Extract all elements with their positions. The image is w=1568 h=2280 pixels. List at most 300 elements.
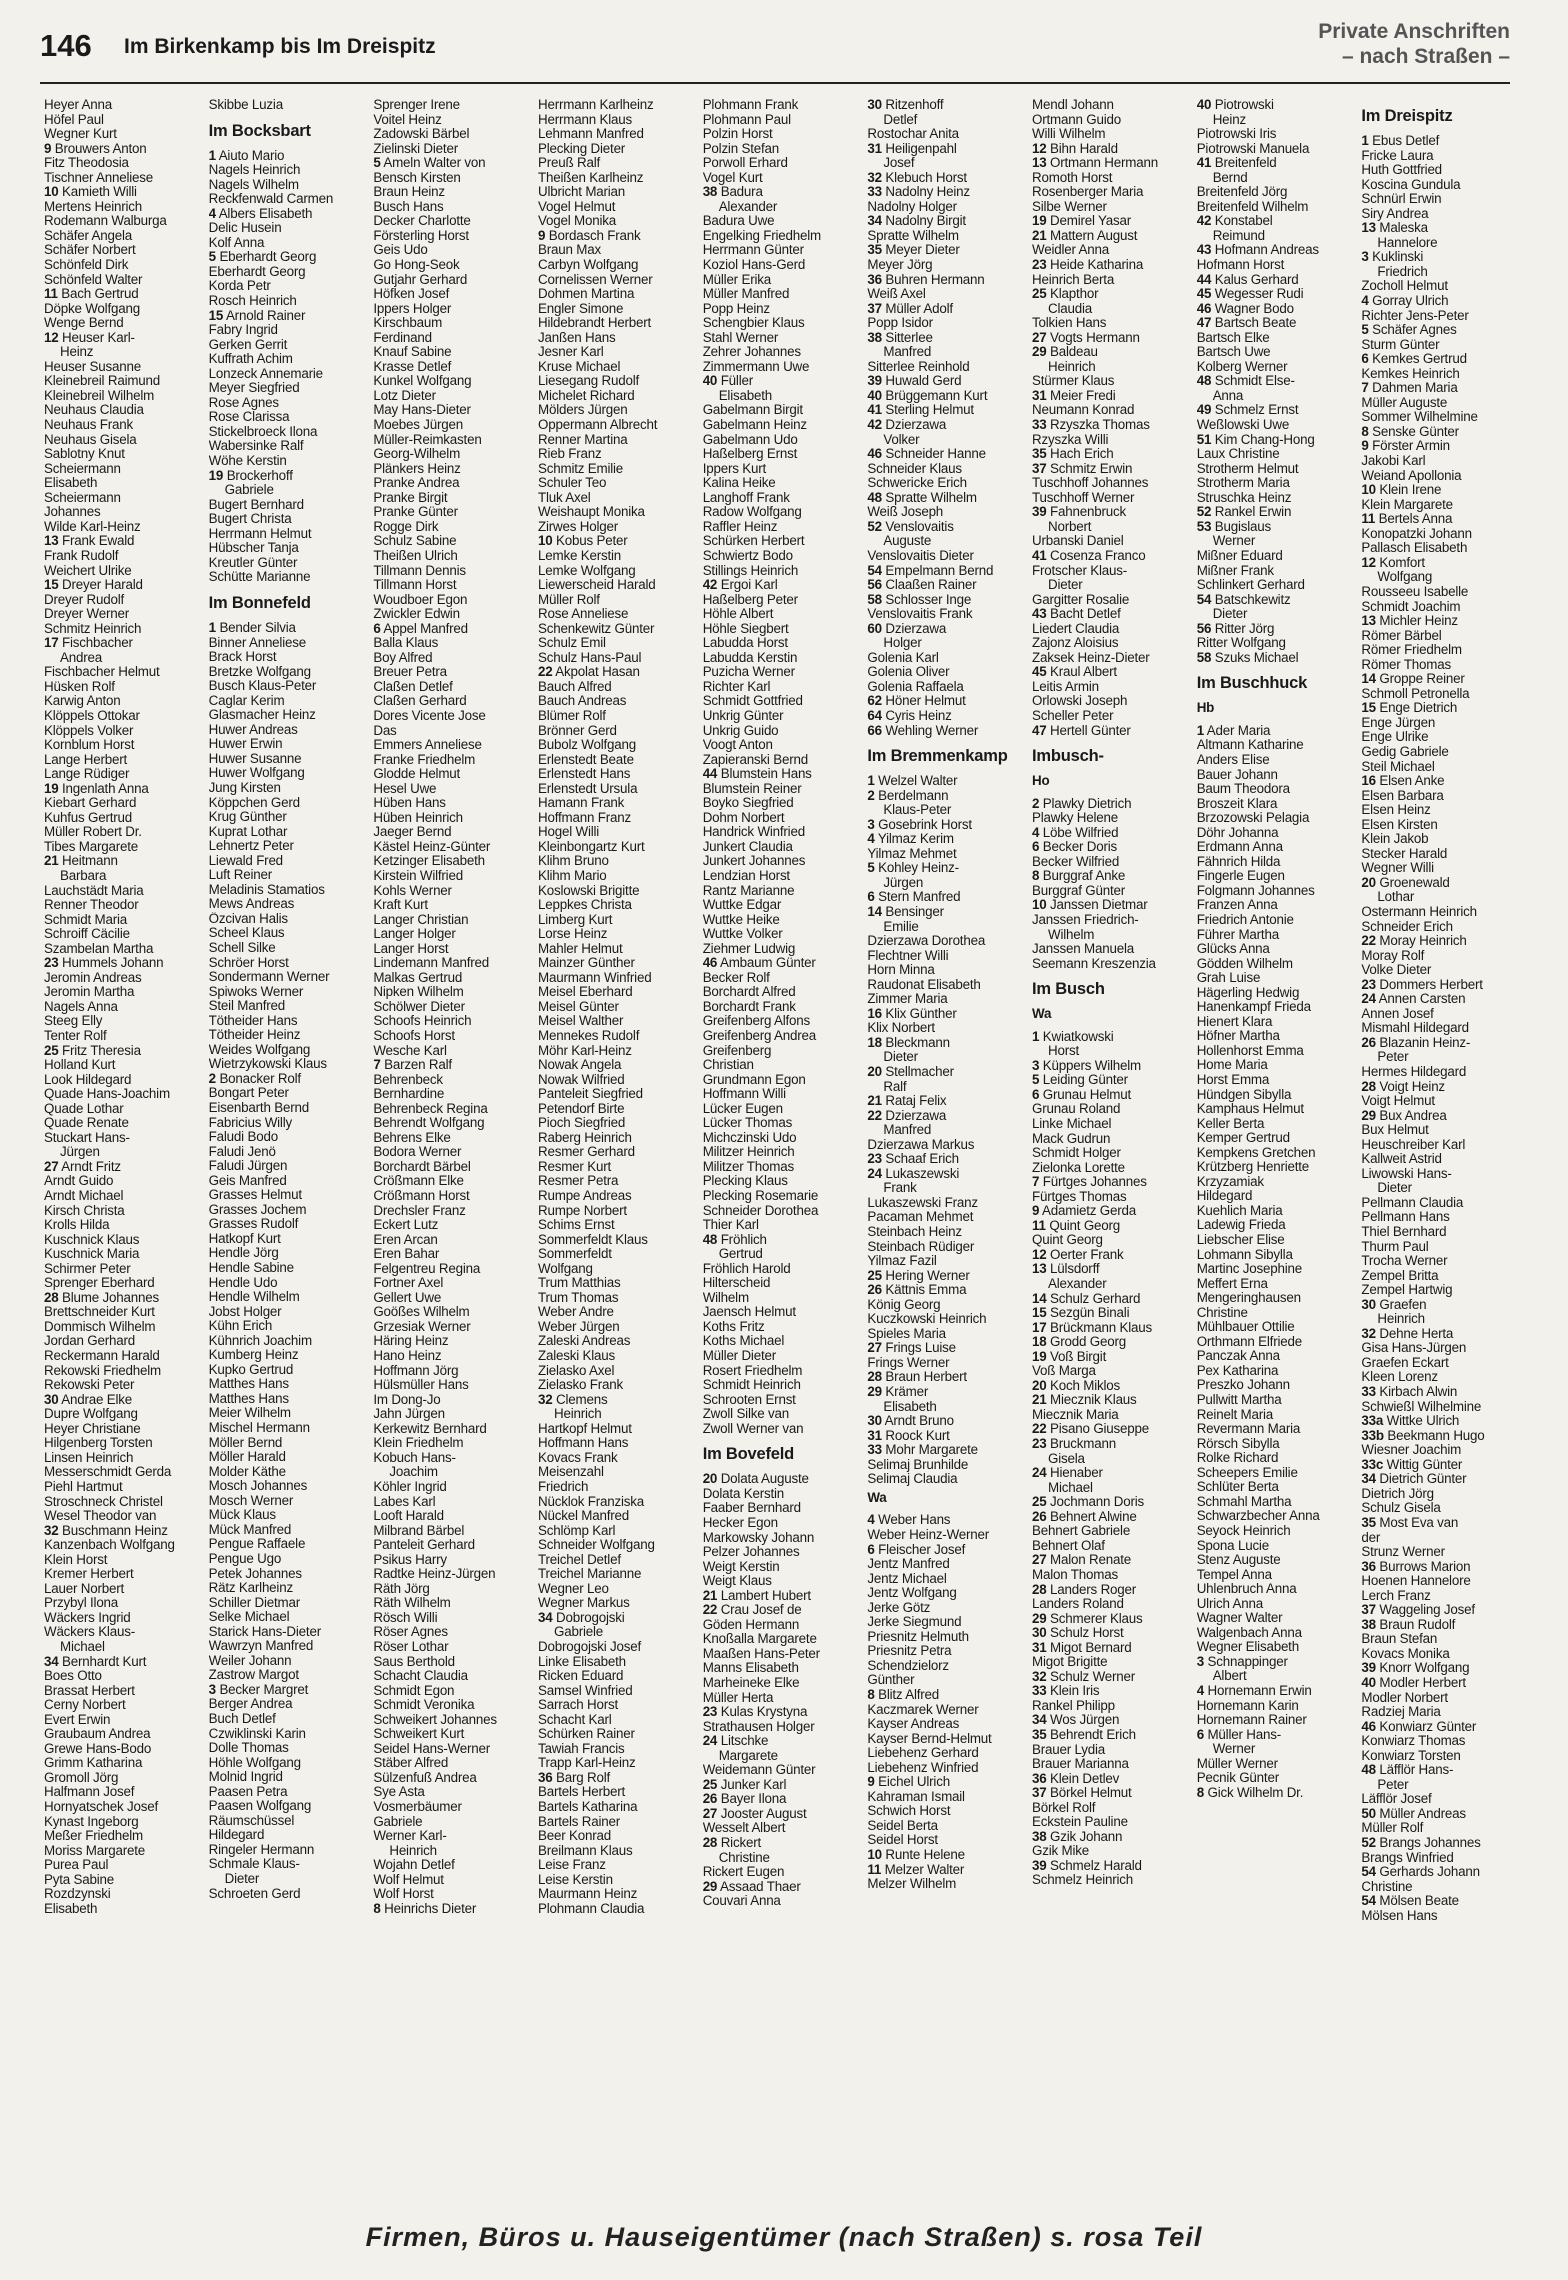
resident-entry: Langer Horst [373, 941, 449, 956]
resident-entry: Puzicha Werner [702, 665, 795, 680]
resident-entry: Möhr Karl-Heinz [538, 1043, 632, 1058]
resident-entry: Altmann Katharine [1196, 738, 1304, 753]
resident-entry: Holland Kurt [44, 1058, 116, 1073]
house-number: 27 [702, 1806, 718, 1821]
resident-entry: 46 Ambaum Günter [702, 956, 816, 971]
resident-entry: Molder Käthe [208, 1464, 286, 1479]
house-number: 16 [867, 1006, 882, 1021]
resident-entry: Krug Günther [208, 810, 287, 825]
resident-entry: 33a Wittke Ulrich [1361, 1414, 1460, 1429]
resident-entry: Faaber Bernhard [702, 1501, 801, 1516]
resident-entry: 35 Hach Erich [1032, 447, 1114, 462]
resident-entry: Josef [883, 156, 915, 171]
resident-entry: 19 Ingenlath Anna [44, 781, 149, 796]
resident-entry: Scheller Peter [1032, 708, 1114, 723]
resident-entry: Meyer Siegfried [208, 381, 300, 396]
resident-entry: Liedert Claudia [1032, 621, 1120, 636]
resident-entry: Bartels Katharina [538, 1799, 638, 1814]
resident-entry: Koths Fritz [702, 1319, 765, 1334]
resident-entry: Evert Erwin [44, 1712, 111, 1727]
resident-entry: Fricke Laura [1361, 148, 1434, 163]
resident-entry: 31 Migot Bernard [1032, 1640, 1132, 1655]
resident-entry: Schütte Marianne [208, 570, 311, 585]
resident-entry: Hendle Udo [208, 1275, 278, 1290]
resident-entry: Behnert Gabriele [1032, 1524, 1131, 1539]
resident-entry: Koscina Gundula [1361, 177, 1461, 192]
resident-entry: Volke Dieter [1361, 963, 1432, 978]
resident-entry: Liesegang Rudolf [538, 374, 640, 389]
resident-entry: 48 Spratte Wilhelm [867, 490, 977, 505]
resident-entry: 39 Knorr Wolfgang [1361, 1661, 1470, 1676]
resident-entry: Molnid Ingrid [208, 1770, 283, 1785]
resident-entry: Knoßalla Margarete [702, 1632, 817, 1647]
house-number: 6 [1032, 840, 1040, 855]
resident-entry: Wöhe Kerstin [208, 454, 287, 469]
resident-entry: Plecking Rosemarie [702, 1189, 819, 1204]
house-number: 39 [1032, 505, 1047, 520]
resident-entry: Wolfgang [538, 1261, 593, 1276]
resident-entry: 8 Gick Wilhelm Dr. [1196, 1785, 1304, 1800]
resident-entry: Elisabeth [44, 1901, 98, 1916]
resident-entry: Decker Charlotte [373, 214, 471, 229]
house-number: 7 [1032, 1175, 1040, 1190]
resident-entry: Grah Luise [1196, 971, 1261, 986]
house-number: 11 [1032, 1218, 1046, 1233]
resident-entry: Broszeit Klara [1196, 796, 1278, 811]
house-number: 23 [1032, 1437, 1047, 1452]
resident-entry: Halfmann Josef [44, 1785, 135, 1800]
resident-entry: Elsen Barbara [1361, 788, 1444, 803]
resident-entry: Treichel Detlef [538, 1552, 621, 1567]
resident-entry: Behrens Elke [373, 1130, 451, 1145]
resident-entry: Steinbach Rüdiger [867, 1239, 975, 1254]
resident-entry: Konwiarz Torsten [1361, 1748, 1461, 1763]
house-number: 25 [867, 1268, 882, 1283]
resident-entry: Willi Wilhelm [1032, 127, 1106, 142]
house-number: 1 [1361, 134, 1369, 148]
resident-entry: Sülzenfuß Andrea [373, 1770, 477, 1785]
resident-entry: 28 Blume Johannes [44, 1290, 159, 1305]
house-number: 4 [867, 832, 875, 847]
resident-entry: Wilde Karl-Heinz [44, 519, 141, 534]
resident-entry: Rumpe Norbert [538, 1203, 627, 1218]
resident-entry: Radziej Maria [1361, 1705, 1441, 1720]
house-number: 30 [1361, 1297, 1376, 1312]
directory-column [1361, 98, 1514, 2178]
resident-entry: Kemper Gertrud [1196, 1131, 1290, 1146]
resident-entry: Herrmann Klaus [538, 112, 632, 127]
resident-entry: Hoffmann Willi [702, 1087, 786, 1102]
house-number: 23 [702, 1705, 718, 1720]
resident-entry: Schäfer Angela [44, 228, 133, 243]
resident-entry: Theißen Karlheinz [538, 170, 644, 185]
resident-entry: Pelzer Johannes [702, 1545, 800, 1560]
resident-entry: Jakobi Karl [1361, 454, 1426, 469]
resident-entry: Meisel Walther [538, 1014, 624, 1029]
resident-entry: Heinrich [1048, 359, 1096, 374]
resident-entry: Brassat Herbert [44, 1683, 135, 1698]
resident-entry: Bongart Peter [208, 1086, 289, 1101]
house-number: 22 [702, 1603, 718, 1618]
resident-entry: der [1361, 1530, 1381, 1545]
resident-entry: Raberg Heinrich [538, 1130, 632, 1145]
resident-entry: 10 Klein Irene [1361, 483, 1442, 498]
resident-entry: Ortmann Guido [1032, 112, 1121, 127]
resident-entry: Krasse Detlef [373, 359, 452, 374]
resident-entry: 1 Ebus Detlef [1361, 134, 1440, 148]
resident-entry: Zastrow Margot [208, 1668, 299, 1683]
resident-entry: Brettschneider Kurt [44, 1305, 155, 1320]
resident-entry: 42 Konstabel [1196, 214, 1273, 229]
resident-entry: 1 Bender Silvia [208, 620, 296, 635]
resident-entry: Försterling Horst [373, 228, 469, 243]
resident-entry: Meyer Jörg [867, 258, 933, 273]
resident-entry: 2 Berdelmann [867, 788, 949, 803]
resident-entry: Hienert Klara [1196, 1014, 1273, 1029]
resident-entry: Haßelberg Ernst [702, 447, 798, 462]
resident-entry: Braun Max [538, 243, 601, 258]
directory-column [538, 98, 691, 2178]
resident-entry: 6 Appel Manfred [373, 621, 468, 636]
resident-entry: Elsen Heinz [1361, 803, 1431, 818]
house-number: 19 [1032, 1349, 1047, 1364]
resident-entry: 29 Assaad Thaer [702, 1879, 801, 1894]
resident-entry: Strotherm Helmut [1196, 461, 1299, 476]
resident-entry: 35 Most Eva van [1361, 1515, 1459, 1530]
house-number: 12 [1032, 1247, 1047, 1262]
resident-entry: Wenge Bernd [44, 316, 124, 331]
house-number: 21 [44, 854, 59, 869]
resident-entry: Oppermann Albrecht [538, 418, 658, 433]
resident-entry: Jahn Jürgen [373, 1407, 445, 1422]
house-number: 26 [1361, 1035, 1376, 1050]
resident-entry: Voogt Anton [702, 738, 773, 753]
resident-entry: Milbrand Bärbel [373, 1523, 465, 1538]
resident-entry: Petendorf Birte [538, 1101, 625, 1116]
resident-entry: 15 Enge Dietrich [1361, 701, 1458, 716]
resident-entry: Knauf Sabine [373, 345, 452, 360]
resident-entry: 8 Burggraf Anke [1032, 869, 1126, 884]
resident-entry: Rostochar Anita [867, 127, 959, 142]
resident-entry: Hildebrandt Herbert [538, 316, 652, 331]
house-number: 29 [1032, 345, 1047, 360]
resident-entry: Räth Jörg [373, 1581, 430, 1596]
resident-entry: Klix Norbert [867, 1021, 935, 1036]
resident-entry: Schmahl Martha [1196, 1494, 1292, 1509]
resident-entry: Kamphaus Helmut [1196, 1102, 1304, 1117]
resident-entry: Piotrowski Iris [1196, 127, 1277, 142]
resident-entry: Yilmaz Fazil [867, 1254, 937, 1269]
resident-entry: Weigt Klaus [702, 1574, 772, 1589]
resident-entry: 31 Roock Kurt [867, 1428, 950, 1443]
resident-entry: Römer Friedhelm [1361, 643, 1462, 658]
resident-entry: Weides Wolfgang [208, 1042, 311, 1057]
house-number: 24 [702, 1734, 718, 1749]
resident-entry: Werner [1212, 1742, 1256, 1757]
house-number: 43 [1032, 607, 1047, 622]
resident-entry: 18 Grodd Georg [1032, 1335, 1127, 1350]
resident-entry: 36 Burrows Marion [1361, 1559, 1471, 1574]
house-number: 3 [867, 817, 875, 832]
resident-entry: Hoffmann Franz [538, 810, 631, 825]
resident-entry: 14 Groppe Reiner [1361, 672, 1465, 687]
resident-entry: Voigt Helmut [1361, 1094, 1435, 1109]
resident-entry: Gisa Hans-Jürgen [1361, 1341, 1467, 1356]
house-number: 39 [1032, 1858, 1047, 1873]
resident-entry: Michael [60, 1639, 105, 1654]
resident-entry: Quint Georg [1032, 1233, 1103, 1248]
resident-entry: 3 Küppers Wilhelm [1032, 1058, 1142, 1073]
district-code: Wa [867, 1489, 887, 1505]
house-number: 19 [1032, 214, 1047, 229]
resident-entry: Popp Isidor [867, 316, 933, 331]
house-number: 4 [1032, 825, 1040, 840]
footer-note: Firmen, Büros u. Hauseigentümer (nach Straßen) s. rosa Teil [365, 2222, 1203, 2252]
house-number: 7 [1361, 381, 1369, 396]
resident-entry: 13 Lülsdorff [1032, 1262, 1100, 1277]
house-number: 23 [1361, 977, 1376, 992]
resident-entry: Römer Thomas [1361, 657, 1452, 672]
resident-entry: Schneider Dorothea [702, 1203, 819, 1218]
resident-entry: Tötheider Heinz [208, 1028, 301, 1043]
resident-entry: Pengue Ugo [208, 1551, 282, 1566]
page-title: Im Birkenkamp bis Im Dreispitz [124, 35, 436, 58]
resident-entry: Vogel Monika [538, 214, 617, 229]
resident-entry: Vosmerbäumer [373, 1799, 462, 1814]
resident-entry: Rösch Willi [373, 1610, 438, 1625]
resident-entry: 54 Empelmann Bernd [867, 563, 994, 578]
resident-entry: Lemke Wolfgang [538, 563, 636, 578]
resident-entry: 33 Klein Iris [1032, 1684, 1100, 1699]
resident-entry: Ziehmer Ludwig [702, 941, 796, 956]
resident-entry: Porwoll Erhard [702, 156, 788, 171]
resident-entry: Schneider Erich [1361, 919, 1453, 934]
resident-entry: 3 Schnappinger [1196, 1654, 1288, 1669]
resident-entry: Mews Andreas [208, 897, 295, 912]
house-number: 5 [867, 861, 875, 876]
resident-entry: Franke Friedhelm [373, 752, 476, 767]
house-number: 33a [1361, 1414, 1384, 1429]
resident-entry: Kolberg Werner [1196, 359, 1288, 374]
resident-entry: Woudboer Egon [373, 592, 468, 607]
house-number: 26 [867, 1283, 882, 1298]
resident-entry: Boes Otto [44, 1669, 102, 1684]
resident-entry: Dieter [1048, 578, 1083, 593]
house-number: 40 [1196, 98, 1212, 112]
resident-entry: Kolf Anna [208, 235, 265, 250]
house-number: 11 [44, 287, 58, 302]
house-number: 45 [1196, 287, 1212, 302]
resident-entry: Haßelberg Peter [702, 592, 798, 607]
resident-entry: Hecker Egon [702, 1515, 778, 1530]
house-number: 42 [702, 578, 718, 593]
resident-entry: Boy Alfred [373, 650, 433, 665]
resident-entry: 6 Stern Manfred [867, 890, 961, 905]
resident-entry: 1 Kwiatkowski [1032, 1029, 1114, 1044]
resident-entry: Kalina Heike [702, 476, 776, 491]
house-number: 21 [867, 1094, 882, 1109]
resident-entry: Wäckers Klaus- [44, 1625, 135, 1640]
resident-entry: Wojahn Detlef [373, 1858, 455, 1873]
resident-entry: Kleen Lorenz [1361, 1370, 1438, 1385]
resident-entry: Lothar [1377, 890, 1415, 905]
resident-entry: Manfred [883, 1123, 932, 1138]
resident-entry: Kornblum Horst [44, 738, 135, 753]
resident-entry: Kühnrich Joachim [208, 1333, 312, 1348]
resident-entry: Szambelan Martha [44, 941, 154, 956]
resident-entry: Karwig Anton [44, 694, 121, 709]
resident-entry: Kruse Michael [538, 359, 621, 374]
resident-entry: Schmitz Emilie [538, 461, 624, 476]
resident-entry: Spiwoks Werner [208, 984, 304, 999]
resident-entry: 4 Gorray Ulrich [1361, 294, 1449, 309]
resident-entry: Messerschmidt Gerda [44, 1465, 172, 1480]
resident-entry: Braun Heinz [373, 185, 445, 200]
resident-entry: Leitis Armin [1032, 679, 1099, 694]
resident-entry: Klihm Bruno [538, 854, 609, 869]
house-number: 33c [1361, 1457, 1384, 1472]
resident-entry: Hüben Hans [373, 796, 446, 811]
resident-entry: 27 Frings Luise [867, 1341, 956, 1356]
resident-entry: 3 Becker Margret [208, 1682, 309, 1697]
house-number: 40 [867, 388, 882, 403]
resident-entry: Michczinski Udo [702, 1130, 797, 1145]
resident-entry: Psikus Harry [373, 1552, 447, 1567]
resident-entry: Weichert Ulrike [44, 563, 132, 578]
house-number: 31 [1032, 388, 1047, 403]
resident-entry: Stuckart Hans- [44, 1130, 130, 1145]
resident-entry: Dreyer Werner [44, 607, 129, 622]
house-number: 9 [538, 228, 546, 243]
resident-entry: Zadowski Bärbel [373, 127, 470, 142]
resident-entry: Popp Heinz [702, 301, 770, 316]
resident-entry: Jesner Karl [538, 345, 604, 360]
resident-entry: Engler Simone [538, 301, 624, 316]
house-number: 24 [1361, 992, 1376, 1007]
resident-entry: Rzyszka Willi [1032, 432, 1109, 447]
resident-entry: Pranke Birgit [373, 490, 448, 505]
resident-entry: Hildegard [1196, 1189, 1253, 1204]
resident-entry: Moray Rolf [1361, 948, 1425, 963]
resident-entry: Borchardt Bärbel [373, 1159, 471, 1174]
house-number: 36 [867, 272, 882, 287]
header-rule [40, 82, 1510, 84]
resident-entry: Schims Ernst [538, 1218, 615, 1233]
house-number: 18 [1032, 1335, 1047, 1350]
resident-entry: 5 Eberhardt Georg [208, 250, 317, 265]
house-number: 54 [1361, 1865, 1376, 1880]
resident-entry: 46 Konwiarz Günter [1361, 1719, 1477, 1734]
resident-entry: 26 Behnert Alwine [1032, 1509, 1137, 1524]
resident-entry: Lorse Heinz [538, 927, 608, 942]
resident-entry: Tolkien Hans [1032, 316, 1107, 331]
house-number: 30 [867, 1414, 882, 1429]
resident-entry: Rogge Dirk [373, 519, 439, 534]
resident-entry: 30 Schulz Horst [1032, 1626, 1124, 1641]
resident-entry: 6 Grunau Helmut [1032, 1087, 1132, 1102]
resident-entry: Modler Norbert [1361, 1690, 1448, 1705]
resident-entry: Kovacs Monika [1361, 1646, 1450, 1661]
resident-entry: Piehl Hartmut [44, 1479, 123, 1494]
resident-entry: Felgentreu Regina [373, 1261, 481, 1276]
resident-entry: 27 Malon Renate [1032, 1553, 1132, 1568]
resident-entry: Mölders Jürgen [538, 403, 628, 418]
house-number: 1 [1196, 723, 1204, 738]
resident-entry: Krzyzamiak [1196, 1174, 1264, 1189]
resident-entry: Stickelbroeck Ilona [208, 424, 318, 439]
resident-entry: Wesselt Albert [702, 1821, 786, 1836]
resident-entry: 6 Becker Doris [1032, 840, 1118, 855]
resident-entry: Sommer Wilhelmine [1361, 410, 1478, 425]
resident-entry: Binner Anneliese [208, 635, 306, 650]
resident-entry: Rose Agnes [208, 395, 279, 410]
resident-entry: Wolf Helmut [373, 1872, 444, 1887]
resident-entry: Priesnitz Helmuth [867, 1629, 969, 1644]
resident-entry: Grzesiak Werner [373, 1319, 471, 1334]
resident-entry: Lehmann Manfred [538, 127, 644, 142]
resident-entry: Renner Theodor [44, 898, 139, 913]
resident-entry: Langer Holger [373, 927, 456, 942]
resident-entry: Sturm Günter [1361, 337, 1440, 352]
resident-entry: Tillmann Dennis [373, 563, 466, 578]
resident-entry: 29 Schmerer Klaus [1032, 1611, 1143, 1626]
resident-entry: 56 Claaßen Rainer [867, 578, 977, 593]
house-number: 32 [44, 1523, 59, 1538]
resident-entry: Dzierzawa Markus [867, 1137, 975, 1152]
resident-entry: 5 Kohley Heinz- [867, 861, 959, 876]
resident-entry: Kleinbongartz Kurt [538, 839, 645, 854]
resident-entry: Mölsen Hans [1361, 1908, 1438, 1923]
resident-entry: Das [373, 723, 397, 738]
resident-entry: Rieb Franz [538, 447, 602, 462]
resident-entry: 31 Heiligenpahl [867, 141, 957, 156]
resident-entry: 17 Fischbacher [44, 636, 133, 651]
house-number: 34 [867, 214, 882, 229]
resident-entry: 4 Hornemann Erwin [1196, 1683, 1312, 1698]
house-number: 39 [1361, 1661, 1376, 1676]
resident-entry: 37 Müller Adolf [867, 301, 953, 316]
resident-entry: Möller Bernd [208, 1435, 283, 1450]
resident-entry: Weiler Johann [208, 1653, 292, 1668]
house-number: 8 [1361, 424, 1369, 439]
resident-entry: Linsen Heinrich [44, 1450, 134, 1465]
resident-entry: Bernd [1212, 170, 1248, 185]
directory-columns [44, 98, 1514, 2178]
resident-entry: Samsel Winfried [538, 1683, 633, 1698]
resident-entry: 33 Mohr Margarete [867, 1443, 978, 1458]
resident-entry: Jordan Gerhard [44, 1334, 135, 1349]
resident-entry: Wolf Horst [373, 1887, 434, 1902]
resident-entry: Behrenbeck [373, 1072, 443, 1087]
resident-entry: Brauer Lydia [1032, 1742, 1106, 1757]
house-number: 14 [1361, 672, 1376, 687]
resident-entry: Dores Vicente Jose [373, 708, 486, 723]
resident-entry: Kunkel Wolfgang [373, 374, 472, 389]
resident-entry: Marheineke Elke [702, 1675, 800, 1690]
resident-entry: Fröhlich Harold [702, 1261, 791, 1276]
resident-entry: Fähnrich Hilda [1196, 854, 1281, 869]
house-number: 17 [1032, 1320, 1047, 1335]
resident-entry: Rousseeu Isabelle [1361, 584, 1469, 599]
resident-entry: 15 Sezgün Binali [1032, 1306, 1130, 1321]
resident-entry: Gödden Wilhelm [1196, 956, 1293, 971]
resident-entry: 22 Moray Heinrich [1361, 934, 1467, 949]
resident-entry: 40 Brüggemann Kurt [867, 388, 988, 403]
resident-entry: Ralf [883, 1079, 907, 1094]
resident-entry: Kaczmarek Werner [867, 1702, 979, 1717]
resident-entry: Gromoll Jörg [44, 1770, 119, 1785]
resident-entry: Detlef [883, 112, 918, 127]
